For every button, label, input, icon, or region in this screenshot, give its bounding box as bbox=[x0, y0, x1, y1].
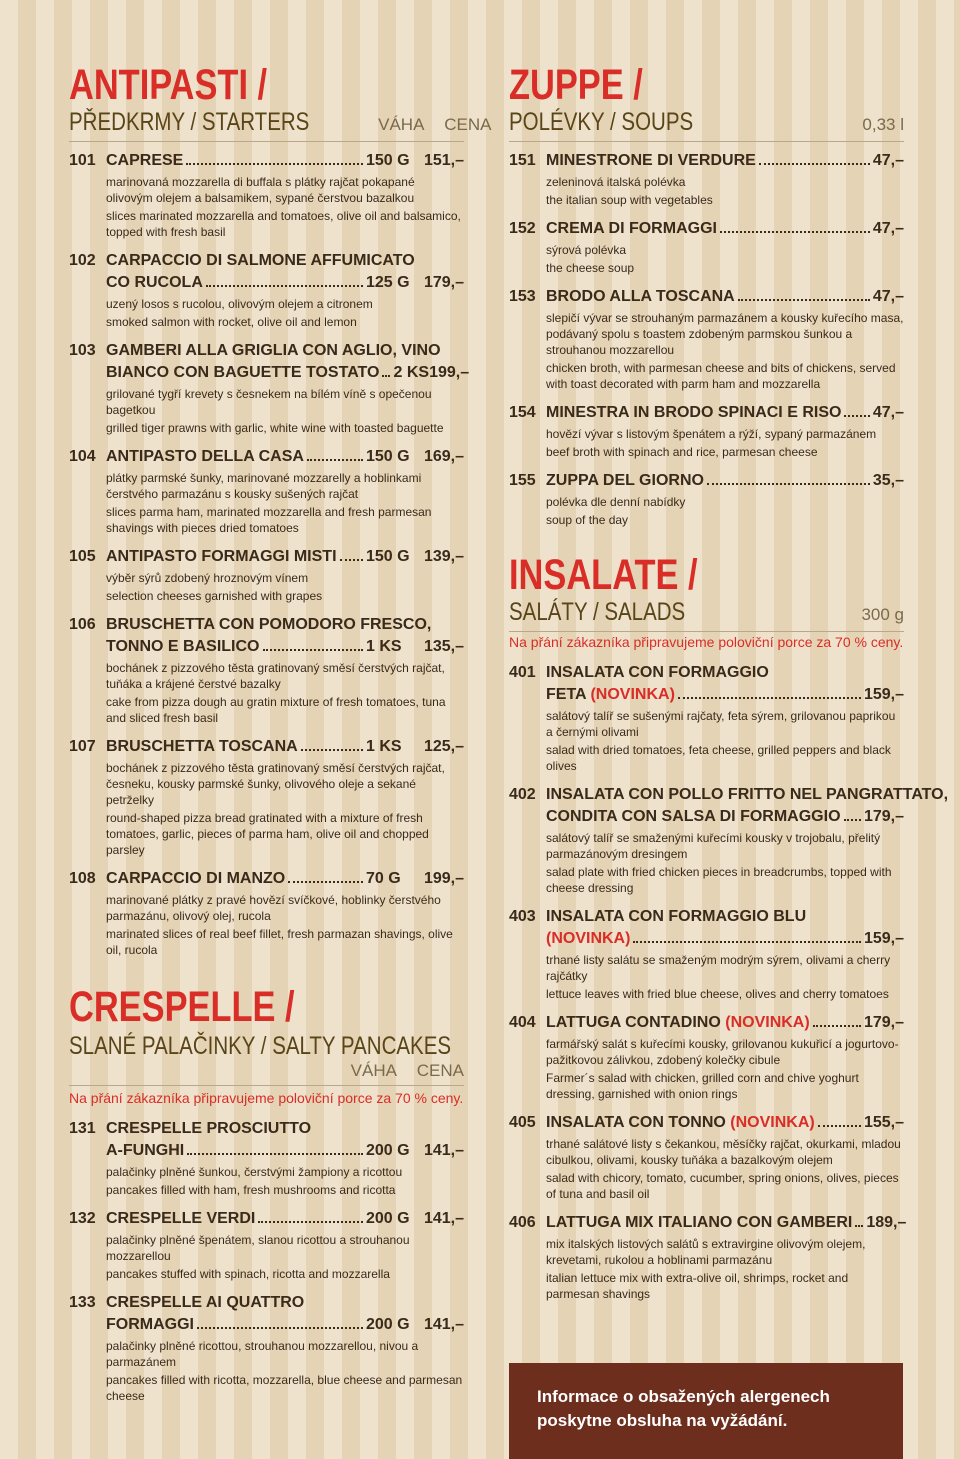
item-price: 179,– bbox=[863, 808, 904, 825]
item-name: LATTUGA CONTADINO bbox=[546, 1014, 721, 1031]
item-desc-cz: farmářský salát s kuřecími kousky, grilovanou kukuřicí a jogurtovo-pažitkovou zálivkou, zdobený kolečky cibule bbox=[546, 1037, 899, 1067]
item-name-line1: BRUSCHETTA CON POMODORO FRESCO, bbox=[106, 616, 432, 633]
item-desc-cz: plátky parmské šunky, marinované mozzarelly a hoblinkami čerstvého parmazánu s kousky sušených rajčat bbox=[106, 471, 422, 501]
menu-item bbox=[69, 446, 464, 536]
menu-item bbox=[509, 662, 904, 774]
item-number: 108 bbox=[69, 870, 96, 887]
item-desc-cz: grilované tygří krevety s česnekem na bílém víně s opečenou bagetkou bbox=[106, 387, 432, 417]
menu-item bbox=[509, 150, 904, 208]
menu-item bbox=[509, 218, 904, 276]
item-desc-cz: výběr sýrů zdobený hroznovým vínem bbox=[106, 571, 309, 585]
weight-column-label: VÁHA bbox=[378, 115, 424, 134]
item-price: 179,– bbox=[423, 274, 464, 291]
item-desc-cz: marinovaná mozzarella di buffala s plátky rajčat pokapané olivovým olejem a balsamikem, sypané čerstvou bazalkou bbox=[106, 175, 415, 205]
menu-item bbox=[509, 1012, 904, 1102]
antipasti-subtitle: PŘEDKRMY / STARTERS bbox=[69, 108, 310, 136]
item-price: 35,– bbox=[872, 472, 904, 489]
item-number: 102 bbox=[69, 252, 96, 269]
item-desc-cz: polévka dle denní nabídky bbox=[546, 495, 686, 509]
item-price: 47,– bbox=[872, 152, 904, 169]
item-name: A-FUNGHI bbox=[106, 1142, 185, 1159]
item-desc-cz: palačinky plněné špenátem, slanou ricottou a strouhanou mozzarellou bbox=[106, 1233, 410, 1263]
item-desc-en: grilled tiger prawns with garlic, white wine with toasted baguette bbox=[106, 421, 444, 435]
item-number: 104 bbox=[69, 448, 96, 465]
menu-item bbox=[509, 402, 904, 460]
item-weight: 2 KS bbox=[393, 364, 430, 381]
item-name: CARPACCIO DI MANZO bbox=[106, 870, 286, 887]
insalate-subtitle: SALÁTY / SALADS bbox=[509, 598, 686, 626]
item-number: 132 bbox=[69, 1210, 96, 1227]
item-desc-en: pancakes stuffed with spinach, ricotta and mozzarella bbox=[106, 1267, 390, 1281]
item-desc-cz: salátový talíř se sušenými rajčaty, feta sýrem, grilovanou paprikou a černými olivami bbox=[546, 709, 896, 739]
half-portion-note: Na přání zákazníka připravujeme poloviční porce za 70 % ceny. bbox=[509, 634, 904, 650]
item-name: BIANCO CON BAGUETTE TOSTATO bbox=[106, 364, 380, 381]
menu-item bbox=[69, 736, 464, 858]
menu-item bbox=[69, 614, 464, 726]
novinka-badge: (NOVINKA) bbox=[590, 686, 675, 703]
item-name: FORMAGGI bbox=[106, 1316, 194, 1333]
item-name: CO RUCOLA bbox=[106, 274, 203, 291]
item-desc-cz: sýrová polévka bbox=[546, 243, 627, 257]
item-price: 189,– bbox=[866, 1214, 907, 1231]
item-name: MINESTRONE DI VERDURE bbox=[546, 152, 756, 169]
crespelle-columns bbox=[69, 1061, 464, 1086]
item-desc-en: salad with dried tomatoes, feta cheese, grilled peppers and black olives bbox=[546, 743, 891, 773]
item-number: 133 bbox=[69, 1294, 96, 1311]
menu-item bbox=[509, 1212, 907, 1302]
item-name: MINESTRA IN BRODO SPINACI E RISO bbox=[546, 404, 842, 421]
allergen-info-box: Informace o obsažených alergenech poskytne obsluha na vyžádání. bbox=[509, 1363, 903, 1459]
item-desc-cz: slepičí vývar se strouhaným parmazánem a kousky kuřecího masa, podávaný spolu s toastem zdobeným parmskou šunkou a strouhanou mozzarellou bbox=[546, 311, 904, 357]
menu-item bbox=[69, 1208, 464, 1282]
crespelle-section bbox=[69, 984, 464, 1404]
crespelle-subtitle: SLANÉ PALAČINKY / SALTY PANCAKES bbox=[69, 1032, 452, 1060]
item-weight: 125 G bbox=[366, 274, 410, 291]
item-desc-en: selection cheeses garnished with grapes bbox=[106, 589, 323, 603]
item-name-line1: CRESPELLE PROSCIUTTO bbox=[106, 1120, 312, 1137]
item-price: 141,– bbox=[423, 1316, 464, 1333]
item-price: 47,– bbox=[872, 288, 904, 305]
item-name: INSALATA CON TONNO bbox=[546, 1114, 726, 1131]
left-column bbox=[69, 61, 492, 1414]
price-column-label: CENA bbox=[416, 1061, 464, 1080]
item-desc-cz: salátový talíř se smaženými kuřecími kousky v trojobalu, přelitý parmazánovým dresingem bbox=[546, 831, 881, 861]
item-number: 105 bbox=[69, 548, 96, 565]
item-weight: 70 G bbox=[366, 870, 401, 887]
menu-item bbox=[69, 150, 464, 240]
item-price: 159,– bbox=[863, 686, 904, 703]
item-price: 199,– bbox=[429, 364, 470, 381]
menu-item bbox=[69, 868, 464, 958]
item-price: 135,– bbox=[423, 638, 464, 655]
item-desc-cz: trhané listy salátu se smaženým modrým sýrem, olivami a cherry rajčátky bbox=[546, 953, 891, 983]
item-number: 106 bbox=[69, 616, 96, 633]
item-weight: 150 G bbox=[366, 152, 410, 169]
item-number: 103 bbox=[69, 342, 96, 359]
item-price: 159,– bbox=[863, 930, 904, 947]
insalate-section bbox=[509, 551, 949, 1302]
item-number: 154 bbox=[509, 404, 536, 421]
menu-item bbox=[509, 906, 904, 1002]
item-price: 169,– bbox=[423, 448, 464, 465]
item-desc-cz: bochánek z pizzového těsta gratinovaný směsí čerstvých rajčat, česneku, kousky parmské šunky, olivového oleje a sekané petrželky bbox=[106, 761, 445, 807]
menu-item bbox=[509, 286, 904, 392]
item-name-line1: INSALATA CON FORMAGGIO bbox=[546, 664, 769, 681]
menu-item bbox=[69, 1292, 464, 1404]
item-name-line1: INSALATA CON POLLO FRITTO NEL PANGRATTATO, bbox=[546, 786, 949, 803]
menu-item bbox=[69, 340, 470, 436]
item-name-line1: CRESPELLE AI QUATTRO bbox=[106, 1294, 305, 1311]
item-price: 125,– bbox=[423, 738, 464, 755]
item-name: BRUSCHETTA TOSCANA bbox=[106, 738, 298, 755]
item-name: ANTIPASTO DELLA CASA bbox=[106, 448, 304, 465]
item-desc-en: the italian soup with vegetables bbox=[546, 193, 713, 207]
item-name: ZUPPA DEL GIORNO bbox=[546, 472, 704, 489]
item-desc-en: salad plate with fried chicken pieces in breadcrumbs, topped with cheese dressing bbox=[546, 865, 892, 895]
item-number: 406 bbox=[509, 1214, 536, 1231]
antipasti-subheader bbox=[69, 108, 492, 142]
item-weight: 1 KS bbox=[366, 738, 402, 755]
item-number: 153 bbox=[509, 288, 536, 305]
zuppe-volume: 0,33 l bbox=[862, 115, 904, 134]
menu-item bbox=[69, 250, 464, 330]
item-number: 405 bbox=[509, 1114, 536, 1131]
zuppe-section bbox=[509, 62, 904, 528]
zuppe-title: ZUPPE / bbox=[509, 61, 643, 109]
item-weight: 200 G bbox=[366, 1142, 410, 1159]
item-price: 139,– bbox=[423, 548, 464, 565]
item-desc-cz: palačinky plněné šunkou, čerstvými žampiony a ricottou bbox=[106, 1165, 403, 1179]
item-desc-cz: zeleninová italská polévka bbox=[546, 175, 686, 189]
item-name-line1: INSALATA CON FORMAGGIO BLU bbox=[546, 908, 807, 925]
item-price: 179,– bbox=[863, 1014, 904, 1031]
item-desc-en: chicken broth, with parmesan cheese and bits of chickens, served with toast decorated with parm ham and mozzarella bbox=[546, 361, 896, 391]
item-price: 151,– bbox=[423, 152, 464, 169]
zuppe-subheader bbox=[509, 108, 904, 142]
item-price: 47,– bbox=[872, 404, 904, 421]
item-desc-en: italian lettuce mix with extra-olive oil, shrimps, rocket and parmesan shavings bbox=[546, 1271, 849, 1301]
item-desc-en: round-shaped pizza bread gratinated with a mixture of fresh tomatoes, garlic, pieces of parma ham, olive oil and chopped parsley bbox=[106, 811, 429, 857]
item-name: CRESPELLE VERDI bbox=[106, 1210, 256, 1227]
item-number: 401 bbox=[509, 664, 536, 681]
item-number: 107 bbox=[69, 738, 96, 755]
item-desc-en: marinated slices of real beef fillet, fresh parmazan shavings, olive oil, rucola bbox=[106, 927, 453, 957]
item-desc-en: salad with chicory, tomato, cucumber, spring onions, olives, pieces of tuna and basil oil bbox=[546, 1171, 899, 1201]
item-desc-en: cake from pizza dough au gratin mixture of fresh tomatoes, tuna and sliced fresh basil bbox=[106, 695, 446, 725]
item-desc-en: beef broth with spinach and rice, parmesan cheese bbox=[546, 445, 818, 459]
item-name: BRODO ALLA TOSCANA bbox=[546, 288, 735, 305]
menu-item bbox=[509, 470, 904, 528]
item-number: 151 bbox=[509, 152, 536, 169]
item-price: 155,– bbox=[863, 1114, 904, 1131]
half-portion-note: Na přání zákazníka připravujeme poloviční porce za 70 % ceny. bbox=[69, 1090, 464, 1106]
item-desc-en: slices parma ham, marinated mozzarella and fresh parmesan shavings with pieces dried tomatoes bbox=[106, 505, 432, 535]
item-name: ANTIPASTO FORMAGGI MISTI bbox=[106, 548, 337, 565]
item-desc-cz: uzený losos s rucolou, olivovým olejem a citronem bbox=[106, 297, 373, 311]
item-desc-en: lettuce leaves with fried blue cheese, olives and cherry tomatoes bbox=[546, 987, 889, 1001]
novinka-badge: (NOVINKA) bbox=[546, 930, 631, 947]
item-price: 141,– bbox=[423, 1142, 464, 1159]
item-name: CREMA DI FORMAGGI bbox=[546, 220, 717, 237]
item-name: CAPRESE bbox=[106, 152, 184, 169]
item-number: 155 bbox=[509, 472, 536, 489]
item-name-line1: CARPACCIO DI SALMONE AFFUMICATO bbox=[106, 252, 415, 269]
item-price: 47,– bbox=[872, 220, 904, 237]
item-name-line1: GAMBERI ALLA GRIGLIA CON AGLIO, VINO bbox=[106, 342, 441, 359]
item-desc-en: the cheese soup bbox=[546, 261, 635, 275]
item-weight: 200 G bbox=[366, 1316, 410, 1333]
item-weight: 1 KS bbox=[366, 638, 402, 655]
item-price: 199,– bbox=[423, 870, 464, 887]
item-name: LATTUGA MIX ITALIANO CON GAMBERI bbox=[546, 1214, 853, 1231]
antipasti-columns bbox=[362, 115, 491, 135]
menu-item bbox=[69, 1118, 464, 1198]
menu-item bbox=[69, 546, 464, 604]
antipasti-title: ANTIPASTI / bbox=[69, 61, 268, 109]
item-number: 402 bbox=[509, 786, 536, 803]
item-weight: 150 G bbox=[366, 448, 410, 465]
item-name: CONDITA CON SALSA DI FORMAGGIO bbox=[546, 808, 841, 825]
crespelle-title: CRESPELLE / bbox=[69, 983, 295, 1031]
zuppe-subtitle: POLÉVKY / SOUPS bbox=[509, 108, 694, 136]
item-number: 404 bbox=[509, 1014, 536, 1031]
item-weight: 150 G bbox=[366, 548, 410, 565]
item-desc-en: smoked salmon with rocket, olive oil and lemon bbox=[106, 315, 357, 329]
item-desc-cz: marinované plátky z pravé hovězí svíčkové, hoblinky čerstvého parmazánu, olivový olej, rucola bbox=[106, 893, 441, 923]
item-desc-cz: bochánek z pizzového těsta gratinovaný směsí čerstvých rajčat, tuňáka a krájené čerstvé bazalky bbox=[106, 661, 445, 691]
item-number: 101 bbox=[69, 152, 96, 169]
novinka-badge: (NOVINKA) bbox=[725, 1014, 810, 1031]
price-column-label: CENA bbox=[444, 115, 492, 134]
item-desc-cz: trhané salátové listy s čekankou, měsíčky rajčat, okurkami, mladou cibulkou, olivami, kousky tuňáka a bazalkovým olejem bbox=[546, 1137, 901, 1167]
novinka-badge: (NOVINKA) bbox=[730, 1114, 815, 1131]
insalate-weight: 300 g bbox=[861, 605, 904, 624]
insalate-subheader bbox=[509, 598, 904, 632]
item-price: 141,– bbox=[423, 1210, 464, 1227]
item-weight: 200 G bbox=[366, 1210, 410, 1227]
item-desc-en: slices marinated mozzarella and tomatoes, olive oil and balsamico, topped with fresh basil bbox=[106, 209, 461, 239]
item-name: TONNO E BASILICO bbox=[106, 638, 260, 655]
item-desc-en: Farmer´s salad with chicken, grilled corn and chive yoghurt dressing, garnished with onion rings bbox=[546, 1071, 859, 1101]
item-desc-cz: mix italských listových salátů s extravirgine olivovým olejem, krevetami, rukolou a hoblinami parmazánu bbox=[546, 1237, 866, 1267]
antipasti-section bbox=[69, 61, 492, 958]
insalate-title: INSALATE / bbox=[509, 551, 698, 599]
item-desc-en: pancakes filled with ham, fresh mushrooms and ricotta bbox=[106, 1183, 396, 1197]
weight-column-label: VÁHA bbox=[350, 1061, 397, 1080]
item-desc-en: soup of the day bbox=[546, 513, 629, 527]
item-desc-en: pancakes filled with ricotta, mozzarella, blue cheese and parmesan cheese bbox=[106, 1373, 463, 1403]
item-desc-cz: palačinky plněné ricottou, strouhanou mozzarellou, nivou a parmazánem bbox=[106, 1339, 419, 1369]
menu-item bbox=[509, 784, 949, 896]
right-column bbox=[509, 61, 949, 1312]
item-number: 152 bbox=[509, 220, 536, 237]
item-name: FETA bbox=[546, 686, 586, 703]
menu-item bbox=[509, 1112, 904, 1202]
item-desc-cz: hovězí vývar s listovým špenátem a rýží, sypaný parmazánem bbox=[546, 427, 877, 441]
item-number: 403 bbox=[509, 908, 536, 925]
item-number: 131 bbox=[69, 1120, 96, 1137]
